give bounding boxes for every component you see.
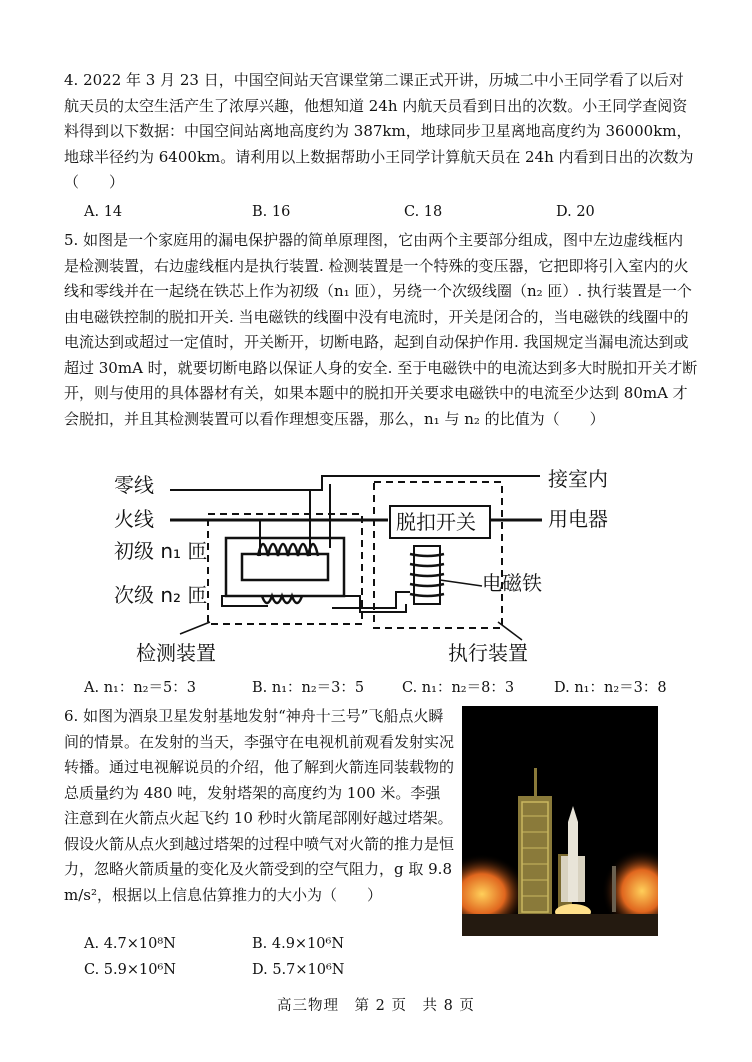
q4-option-c: C. 18 — [404, 204, 443, 220]
label-primary: 初级 n₁ 匝 — [114, 539, 208, 563]
q6-option-d: D. 5.7×10⁶N — [252, 962, 345, 978]
q4-option-b: B. 16 — [252, 204, 291, 220]
q5-option-c: C. n₁：n₂＝8：3 — [402, 680, 515, 696]
label-electromagnet: 电磁铁 — [482, 571, 542, 595]
label-trip-switch: 脱扣开关 — [396, 510, 476, 534]
label-detector: 检测装置 — [136, 641, 216, 665]
label-appliance: 用电器 — [548, 507, 608, 531]
page-footer: 高三物理 第 2 页 共 8 页 — [277, 998, 475, 1014]
label-fire-line: 火线 — [114, 507, 154, 531]
iron-core-inner — [242, 554, 328, 580]
label-zero-line: 零线 — [114, 473, 154, 497]
question-6-text: 6. 如图为酒泉卫星发射基地发射“神舟十三号”飞船点火瞬间的情景。在发射的当天，李强守在电视机前观看发射实况转播。通过电视解说员的介绍，他了解到火箭连同装载物的总质量约为 480 吨，发射塔架的高度约为 100 米。李强注意到在火箭点火起飞约 10 秒时火箭尾部刚好越过塔架。假设火箭从点火到越过塔架的过程中喷气对火箭的推力是恒力，忽略火箭质量的变化及火箭受到的空气阻力，g 取 9.8 m/s²，根据以上信息估算推力的大小为（ ） — [64, 707, 455, 904]
question-5-text: 5. 如图是一个家庭用的漏电保护器的简单原理图，它由两个主要部分组成，图中左边虚线框内是检测装置，右边虚线框内是执行装置. 检测装置是一个特殊的变压器，它把即将引入室内的火线和零线并在一起绕在铁芯上作为初级（n₁ 匝），另绕一个次级线圈（n₂ 匝）. 执行装置是一个由电磁铁控制的脱扣开关. 当电磁铁的线圈中没有电流时，开关是闭合的，当电磁铁的线圈中的电流达到或超过一定值时，开关断开，切断电路，起到自动保护作用. 我国规定当漏电流达到或超过 30mA 时，就要切断电路以保证人身的安全. 至于电磁铁中的电流达到多大时脱扣开关才断开，则与使用的具体器材有关，如果本题中的脱扣开关要求电磁铁中的电流至少达到 80mA 才会脱扣，并且其检测装置可以看作理想变压器，那么，n₁ 与 n₂ 的比值为（ ） — [64, 231, 698, 428]
actuator-pointer — [498, 622, 522, 640]
q5-option-a: A. n₁：n₂＝5：3 — [84, 680, 196, 696]
electromagnet-pointer — [440, 580, 482, 586]
detector-pointer — [180, 622, 210, 634]
label-to-room: 接室内 — [548, 467, 608, 491]
label-secondary: 次级 n₂ 匝 — [114, 583, 208, 607]
label-actuator: 执行装置 — [448, 641, 528, 665]
q6-option-a: A. 4.7×10⁸N — [84, 936, 176, 952]
q4-option-a: A. 14 — [84, 204, 123, 220]
q4-option-d: D. 20 — [556, 204, 595, 220]
secondary-circuit-wire — [222, 596, 406, 612]
q6-option-b: B. 4.9×10⁶N — [252, 936, 345, 952]
q5-option-d: D. n₁：n₂＝3：8 — [554, 680, 667, 696]
q5-option-b: B. n₁：n₂＝3：5 — [252, 680, 365, 696]
leakage-protector-diagram — [110, 462, 650, 672]
q6-option-c: C. 5.9×10⁶N — [84, 962, 176, 978]
rocket-launch-photo — [462, 706, 658, 936]
question-4-text: 4. 2022 年 3 月 23 日，中国空间站天宫课堂第二课正式开讲，历城二中小王同学看了以后对航天员的太空生活产生了浓厚兴趣，他想知道 24h 内航天员看到日出的次数。小王同学查阅资料得到以下数据：中国空间站离地高度约为 387km，地球同步卫星离地高度约为 36000km，地球半径约为 6400km。请利用以上数据帮助小王同学计算航天员在 24h 内看到日出的次数为（ ） — [64, 71, 694, 191]
